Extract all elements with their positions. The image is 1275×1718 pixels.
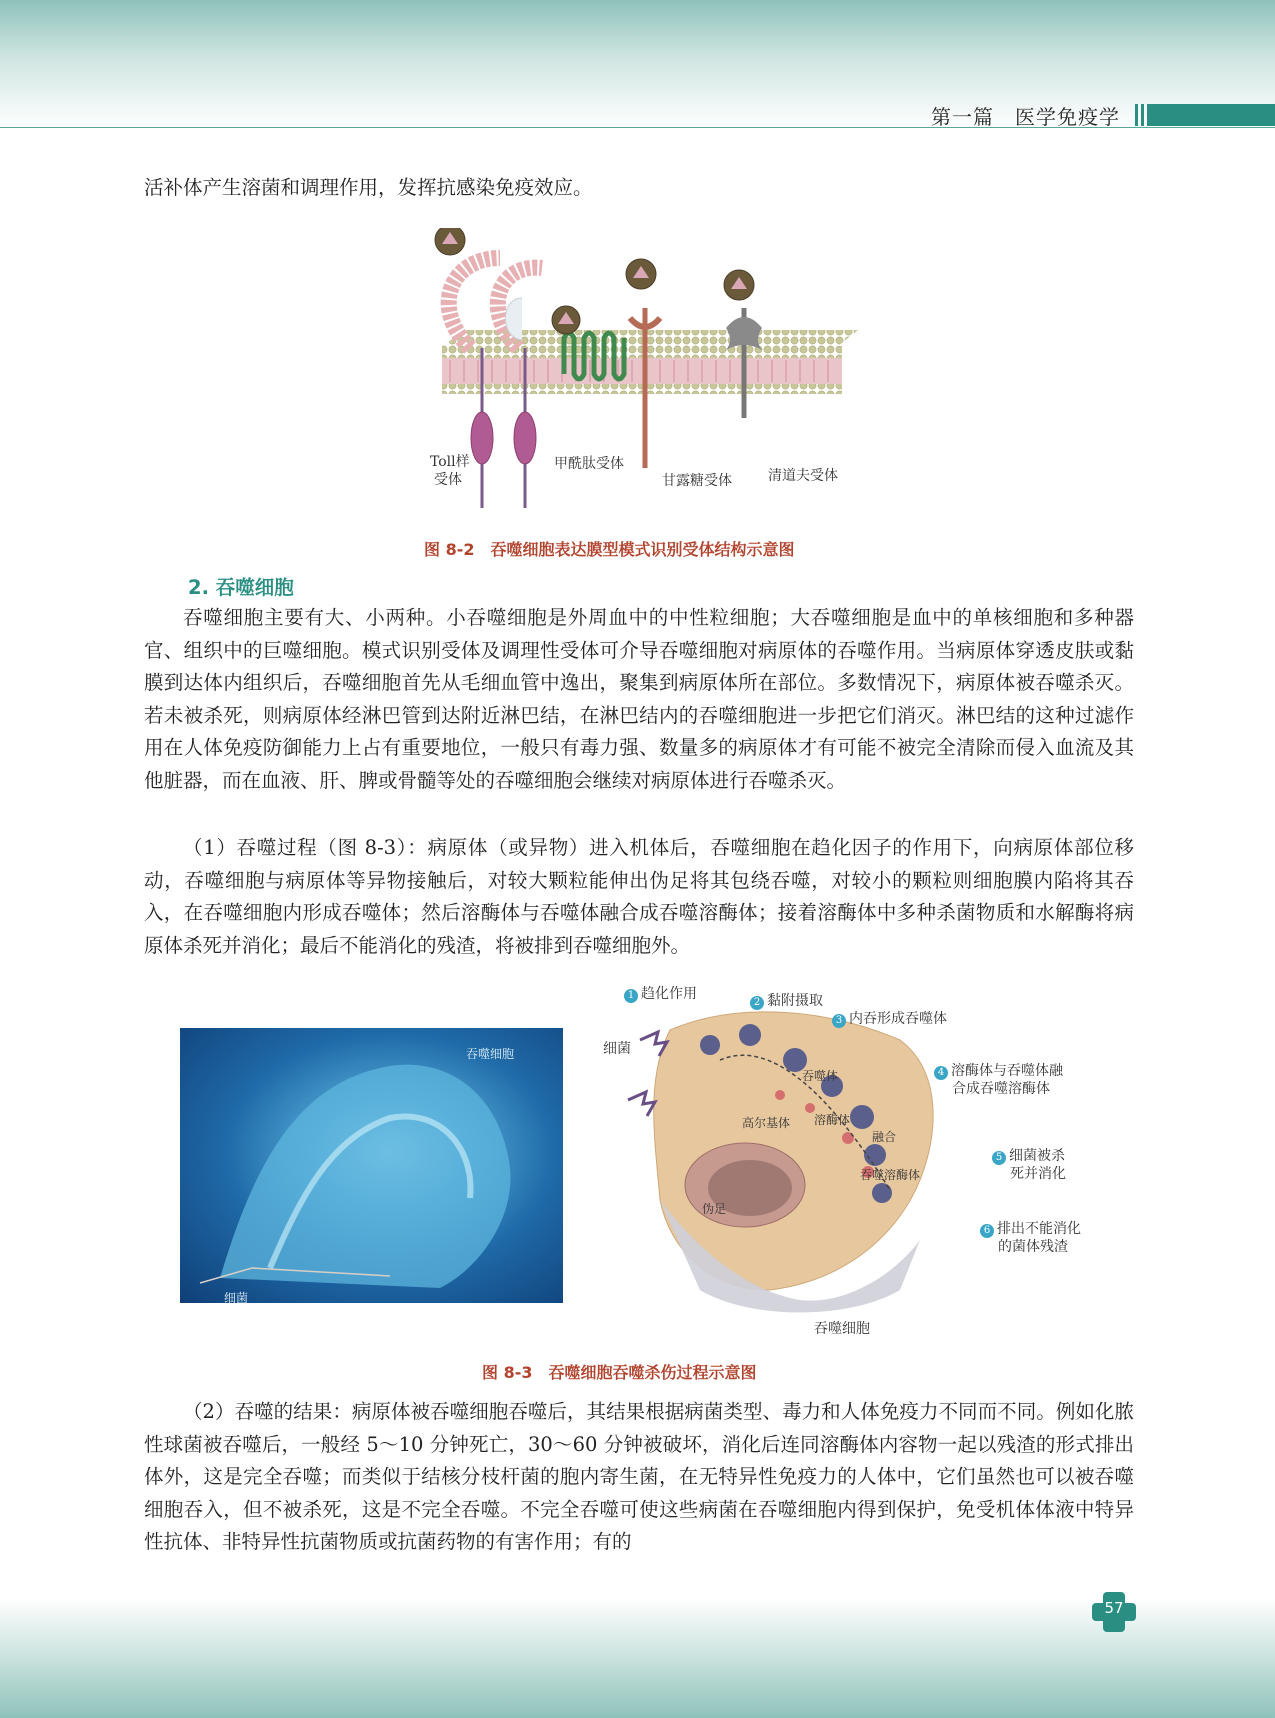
diagram-label-cell: 吞噬细胞 [814,1321,870,1337]
paragraph-process: （1）吞噬过程（图 8-3）：病原体（或异物）进入机体后，吞噬细胞在趋化因子的作用下，向病原体部位移动，吞噬细胞与病原体等异物接触后，对较大颗粒能伸出伪足将其包绕吞噬，对较小的颗粒则细胞膜内陷将其吞入，在吞噬细胞内形成吞噬体；然后溶酶体与吞噬体融合成吞噬溶酶体；接着溶酶体中多种杀菌物质和水解酶将病原体杀死并消化；最后不能消化的残渣，将被排到吞噬细胞外。 [144,836,1134,957]
diagram-label-lysosome: 溶酶体 [814,1113,851,1127]
diagram-label-fusion: 融合 [872,1130,897,1144]
label-fmlp: 甲酰肽受体 [554,456,624,472]
label-toll-1: Toll样 [430,454,470,470]
diagram-label-phagolysosome: 吞噬溶酶体 [860,1168,921,1182]
sem-photo [180,1028,563,1303]
section-heading: 2. 吞噬细胞 [188,576,294,599]
step-1: 1 趋化作用 [624,985,697,1003]
paragraph-intro: 活补体产生溶菌和调理作用，发挥抗感染免疫效应。 [144,176,593,199]
label-mannose: 甘露糖受体 [662,473,732,489]
label-scavenger: 清道夫受体 [768,468,838,484]
chapter-title: 第一篇 医学免疫学 [931,104,1120,129]
step-3: 3 内吞形成吞噬体 [832,1010,947,1028]
page-number: 57 [1104,1599,1124,1617]
photo-label-cell: 吞噬细胞 [466,1047,515,1061]
paragraph-results: （2）吞噬的结果：病原体被吞噬细胞吞噬后，其结果根据病菌类型、毒力和人体免疫力不同而不同。例如化脓性球菌被吞噬后，一般经 5～10 分钟死亡，30～60 分钟被破坏，消化后连同溶酶体内容物一起以残渣的形式排出体外，这是完全吞噬；而类似于结核分枝杆菌的胞内寄生菌，在无特异性免疫力的人体中，它们虽然也可以被吞噬细胞吞入，但不被杀死，这是不完全吞噬。不完全吞噬可使这些病菌在吞噬细胞内得到保护，免受机体体液中特异性抗体、非特异性抗菌物质或抗菌药物的有害作用；有的 [144,1400,1134,1553]
figure1-caption: 图 8-2 吞噬细胞表达膜型模式识别受体结构示意图 [424,540,795,559]
diagram-label-golgi: 高尔基体 [742,1116,791,1130]
figure2-caption: 图 8-3 吞噬细胞吞噬杀伤过程示意图 [482,1363,757,1382]
chapter-header [931,102,1275,128]
step-6: 6 排出不能消化 的菌体残渣 [980,1220,1081,1256]
diagram-label-phagosome: 吞噬体 [802,1069,839,1083]
diagram-label-bacteria: 细菌 [603,1041,631,1057]
photo-label-bacteria: 细菌 [224,1291,249,1305]
phagocytosis-diagram [600,990,1000,1320]
footer-band [0,1598,1275,1718]
paragraph-phagocytes: 吞噬细胞主要有大、小两种。小吞噬细胞是外周血中的中性粒细胞；大吞噬细胞是血中的单核细胞和多种器官、组织中的巨噬细胞。模式识别受体及调理性受体可介导吞噬细胞对病原体的吞噬作用。当病原体穿透皮肤或黏膜到达体内组织后，吞噬细胞首先从毛细血管中逸出，聚集到病原体所在部位。多数情况下，病原体被吞噬杀灭。若未被杀死，则病原体经淋巴管到达附近淋巴结，在淋巴结内的吞噬细胞进一步把它们消灭。淋巴结的这种过滤作用在人体免疫防御能力上占有重要地位，一般只有毒力强、数量多的病原体才有可能不被完全清除而侵入血流及其他脏器，而在血液、肝、脾或骨髓等处的吞噬细胞会继续对病原体进行吞噬杀灭。 [144,606,1134,792]
step-4: 4 溶酶体与吞噬体融 合成吞噬溶酶体 [934,1062,1063,1098]
label-toll-2: 受体 [434,472,462,488]
diagram-label-pseudopod: 伪足 [702,1202,727,1216]
chapter-bars [1132,104,1275,126]
step-5: 5 细菌被杀 死并消化 [992,1147,1066,1183]
step-2: 2 黏附摄取 [750,992,823,1010]
